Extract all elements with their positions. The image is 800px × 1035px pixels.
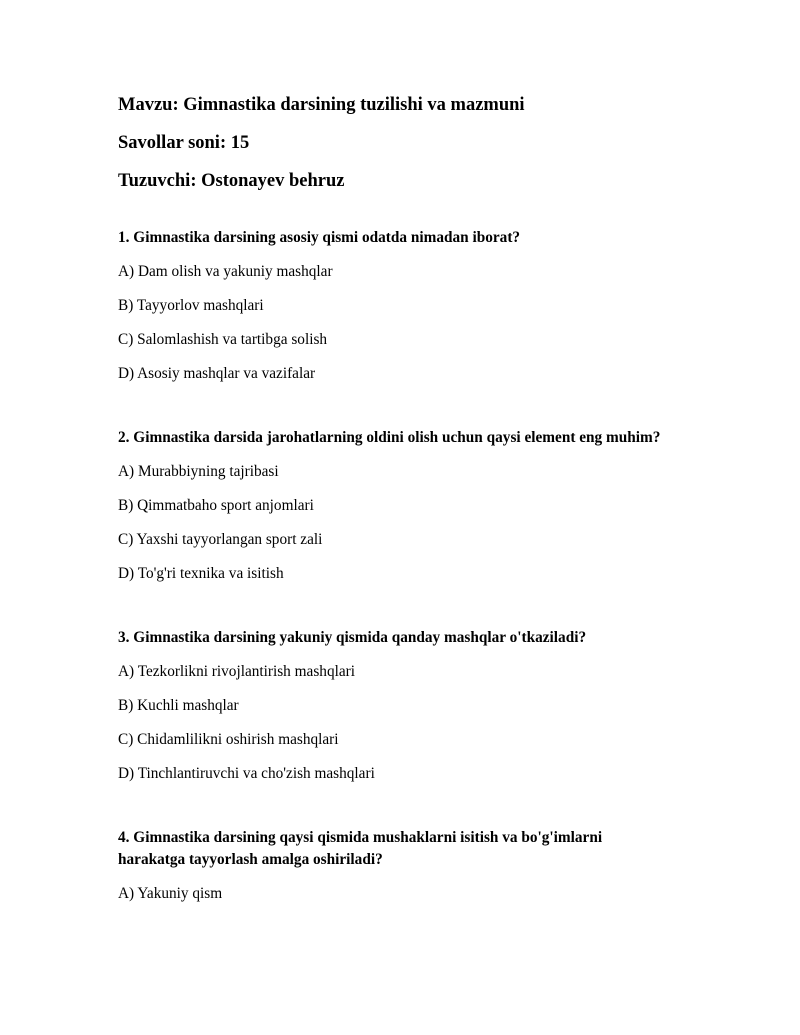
answer-option-a: A) Tezkorlikni rivojlantirish mashqlari	[118, 663, 355, 680]
question-text: 3. Gimnastika darsining yakuniy qismida qanday mashqlar o'tkaziladi?	[118, 629, 587, 646]
question-1	[118, 227, 718, 385]
question-text: 4. Gimnastika darsining qaysi qismida mushaklarni isitish va bo'g'imlarni harakatga tayyorlash amalga oshiriladi?	[118, 829, 603, 868]
answer-option-b: B) Tayyorlov mashqlari	[118, 297, 264, 314]
question-3	[118, 627, 718, 785]
answer-option-a: A) Murabbiyning tajribasi	[118, 463, 279, 480]
answer-option-c: C) Chidamlilikni oshirish mashqlari	[118, 731, 339, 748]
answer-option-a: A) Yakuniy qism	[118, 885, 223, 902]
question-4	[118, 827, 718, 905]
question-text: 1. Gimnastika darsining asosiy qismi odatda nimadan iborat?	[118, 229, 521, 246]
answer-option-a: A) Dam olish va yakuniy mashqlar	[118, 263, 333, 280]
topic-title: Mavzu: Gimnastika darsining tuzilishi va mazmuni	[118, 95, 525, 115]
answer-option-c: C) Yaxshi tayyorlangan sport zali	[118, 531, 323, 548]
answer-option-c: C) Salomlashish va tartibga solish	[118, 331, 328, 348]
question-count: Savollar soni: 15	[118, 133, 250, 153]
question-text: 2. Gimnastika darsida jarohatlarning oldini olish uchun qaysi element eng muhim?	[118, 429, 661, 446]
answer-option-b: B) Qimmatbaho sport anjomlari	[118, 497, 314, 514]
question-list	[118, 227, 718, 905]
document-page	[118, 93, 718, 947]
question-2	[118, 427, 718, 585]
answer-option-d: D) To'g'ri texnika va isitish	[118, 565, 284, 582]
author-line: Tuzuvchi: Ostonayev behruz	[118, 171, 345, 191]
answer-option-b: B) Kuchli mashqlar	[118, 697, 239, 714]
answer-option-d: D) Asosiy mashqlar va vazifalar	[118, 365, 316, 382]
answer-option-d: D) Tinchlantiruvchi va cho'zish mashqlari	[118, 765, 375, 782]
